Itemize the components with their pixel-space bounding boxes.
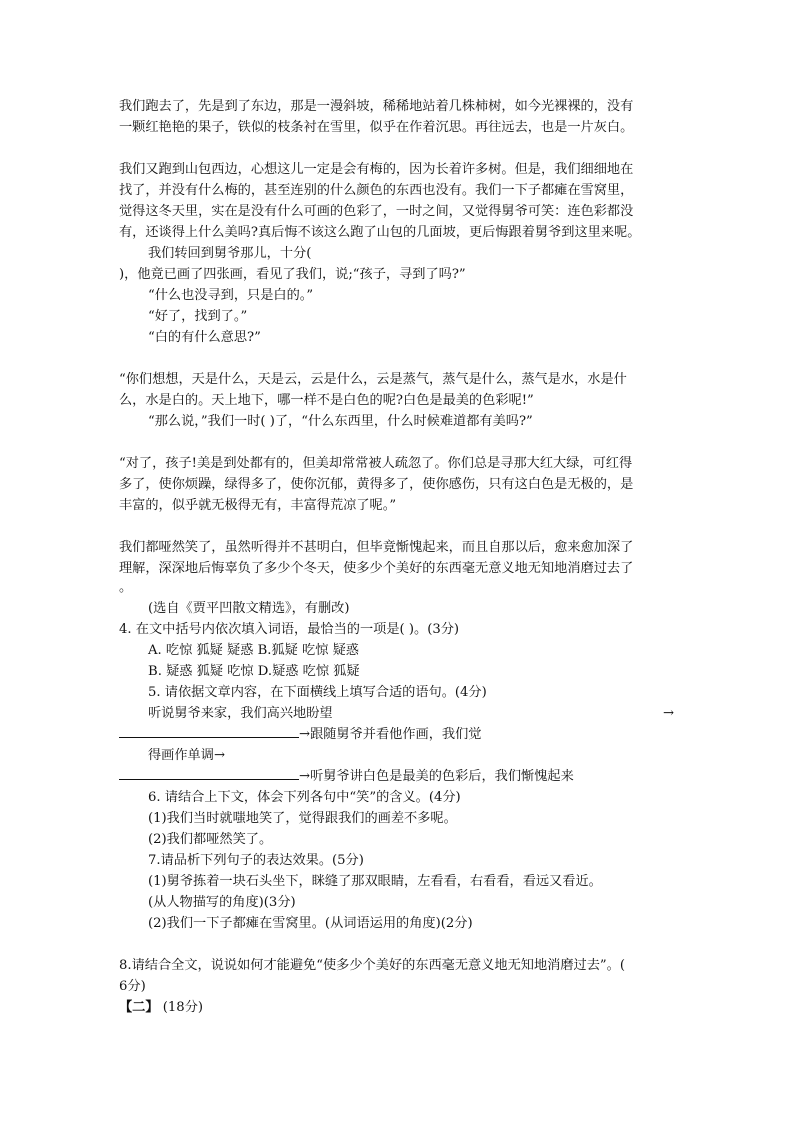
passage-p1-line1: 我们跑去了，先是到了东边，那是一漫斜坡，稀稀地站着几株柿树，如今光裸裸的，没有 [119, 99, 634, 114]
question-7-item2: (2)我们一下子都瘫在雪窝里。(从词语运用的角度)(2分) [148, 916, 473, 931]
question-6: 6. 请结合上下文，体会下列各句中“笑”的含义。(4分) [148, 790, 461, 805]
arrow-right-icon: → [663, 706, 675, 721]
arrow-right-icon: → [299, 769, 311, 784]
question-4-options-row1: A. 吃惊 狐疑 疑惑 B.狐疑 吃惊 疑惑 [148, 643, 359, 658]
question-6-item1: (1)我们当时就嗤地笑了，觉得跟我们的画差不多呢。 [148, 811, 457, 826]
passage-source: (选自《贾平凹散文精选》，有删改) [148, 601, 350, 616]
passage-p5-line1: “对了，孩子!美是到处都有的，但美却常常被人疏忽了。你们总是寻那大红大绿，可红得 [119, 456, 633, 471]
passage-p4-line2: 么，水是白的。天上地下，哪一样不是白色的呢?白色是最美的色彩呢!” [119, 393, 534, 408]
question-8: 8.请结合全文，说说如何才能避免“使多少个美好的东西毫无意义地无知地消磨过去”。( [119, 958, 625, 973]
section-heading [119, 997, 203, 1018]
passage-p5-line3: 丰富的，似乎就无极得无有，丰富得荒凉了呢。” [119, 498, 397, 513]
passage-p5-line2: 多了，使你烦躁，绿得多了，使你沉郁，黄得多了，使你感伤，只有这白色是无极的，是 [119, 477, 634, 492]
answer-blank-1[interactable] [119, 725, 299, 738]
passage-p2-line4: 有，还谈得上什么美吗?真后悔不该这么跑了山包的几面坡，更后悔跟着舅爷到这里来呢。 [119, 225, 641, 240]
question-7: 7.请品析下列句子的表达效果。(5分) [148, 853, 364, 868]
question-5-line2: 跟随舅爷并看他作画，我们觉 [310, 727, 482, 742]
passage-p6-line3: 。 [119, 580, 133, 595]
question-5-line3: 得画作单调 [148, 748, 214, 763]
question-4-options-row2: B. 疑惑 狐疑 吃惊 D.疑惑 吃惊 狐疑 [148, 664, 360, 679]
passage-p1-line2: 一颗红艳艳的果子，铁似的枝条衬在雪里，似乎在作着沉思。再往远去，也是一片灰白。 [119, 120, 634, 135]
question-5-line4-row [119, 766, 574, 787]
passage-p2-line1: 我们又跑到山包西边，心想这儿一定是会有梅的，因为长着许多树。但是，我们细细地在 [119, 162, 634, 177]
passage-p6-line1: 我们都哑然笑了，虽然听得并不甚明白，但毕竟惭愧起来，而且自那以后，愈来愈加深了 [119, 540, 634, 555]
question-5-line1: 听说舅爷来家，我们高兴地盼望 [148, 706, 333, 721]
question-5-line4: 听舅爷讲白色是最美的色彩后，我们惭愧起来 [310, 769, 574, 784]
passage-p2-line2: 找了，并没有什么梅的，甚至连别的什么颜色的东西也没有。我们一下子都瘫在雪窝里， [119, 183, 634, 198]
answer-blank-2[interactable] [119, 767, 299, 780]
passage-p2-line3: 觉得这冬天里，实在是没有什么可画的色彩了，一时之间，又觉得舅爷可笑：连色彩都没 [119, 204, 634, 219]
passage-p3-line2: )，他竟已画了四张画，看见了我们，说;“孩子，寻到了吗?” [119, 267, 466, 282]
question-8-cont: 6分) [119, 979, 146, 994]
question-5-line2-row [119, 724, 482, 745]
section-label: 【二】 [119, 1000, 159, 1015]
arrow-right-icon: → [213, 748, 225, 763]
question-5-line3-row [148, 745, 225, 766]
question-6-item2: (2)我们都哑然笑了。 [148, 832, 273, 847]
passage-p4-line1: “你们想想，天是什么，天是云，云是什么，云是蒸气，蒸气是什么，蒸气是水，水是什 [119, 372, 627, 387]
question-7-item1-note: (从人物描写的角度)(3分) [148, 895, 296, 910]
question-7-item1: (1)舅爷拣着一块石头坐下，眯缝了那双眼睛，左看看，右看看，看远又看近。 [148, 874, 602, 889]
dialogue-line-4: “那么说，”我们一时( )了，“什么东西里，什么时候难道都有美吗?” [148, 414, 533, 429]
passage-p3-line1: 我们转回到舅爷那儿，十分( [148, 246, 312, 261]
question-4: 4. 在文中括号内依次填入词语，最恰当的一项是( )。(3分) [119, 622, 460, 637]
dialogue-line-3: “白的有什么意思?” [148, 330, 261, 345]
dialogue-line-1: “什么也没寻到，只是白的。” [148, 288, 314, 303]
arrow-right-icon: → [299, 727, 311, 742]
passage-p6-line2: 理解，深深地后悔辜负了多少个冬天，使多少个美好的东西毫无意义地无知地消磨过去了 [119, 561, 634, 576]
dialogue-line-2: “好了，找到了。” [148, 309, 248, 324]
section-score: (18分) [162, 1000, 204, 1015]
question-5: 5. 请依据文章内容，在下面横线上填写合适的语句。(4分) [148, 685, 487, 700]
